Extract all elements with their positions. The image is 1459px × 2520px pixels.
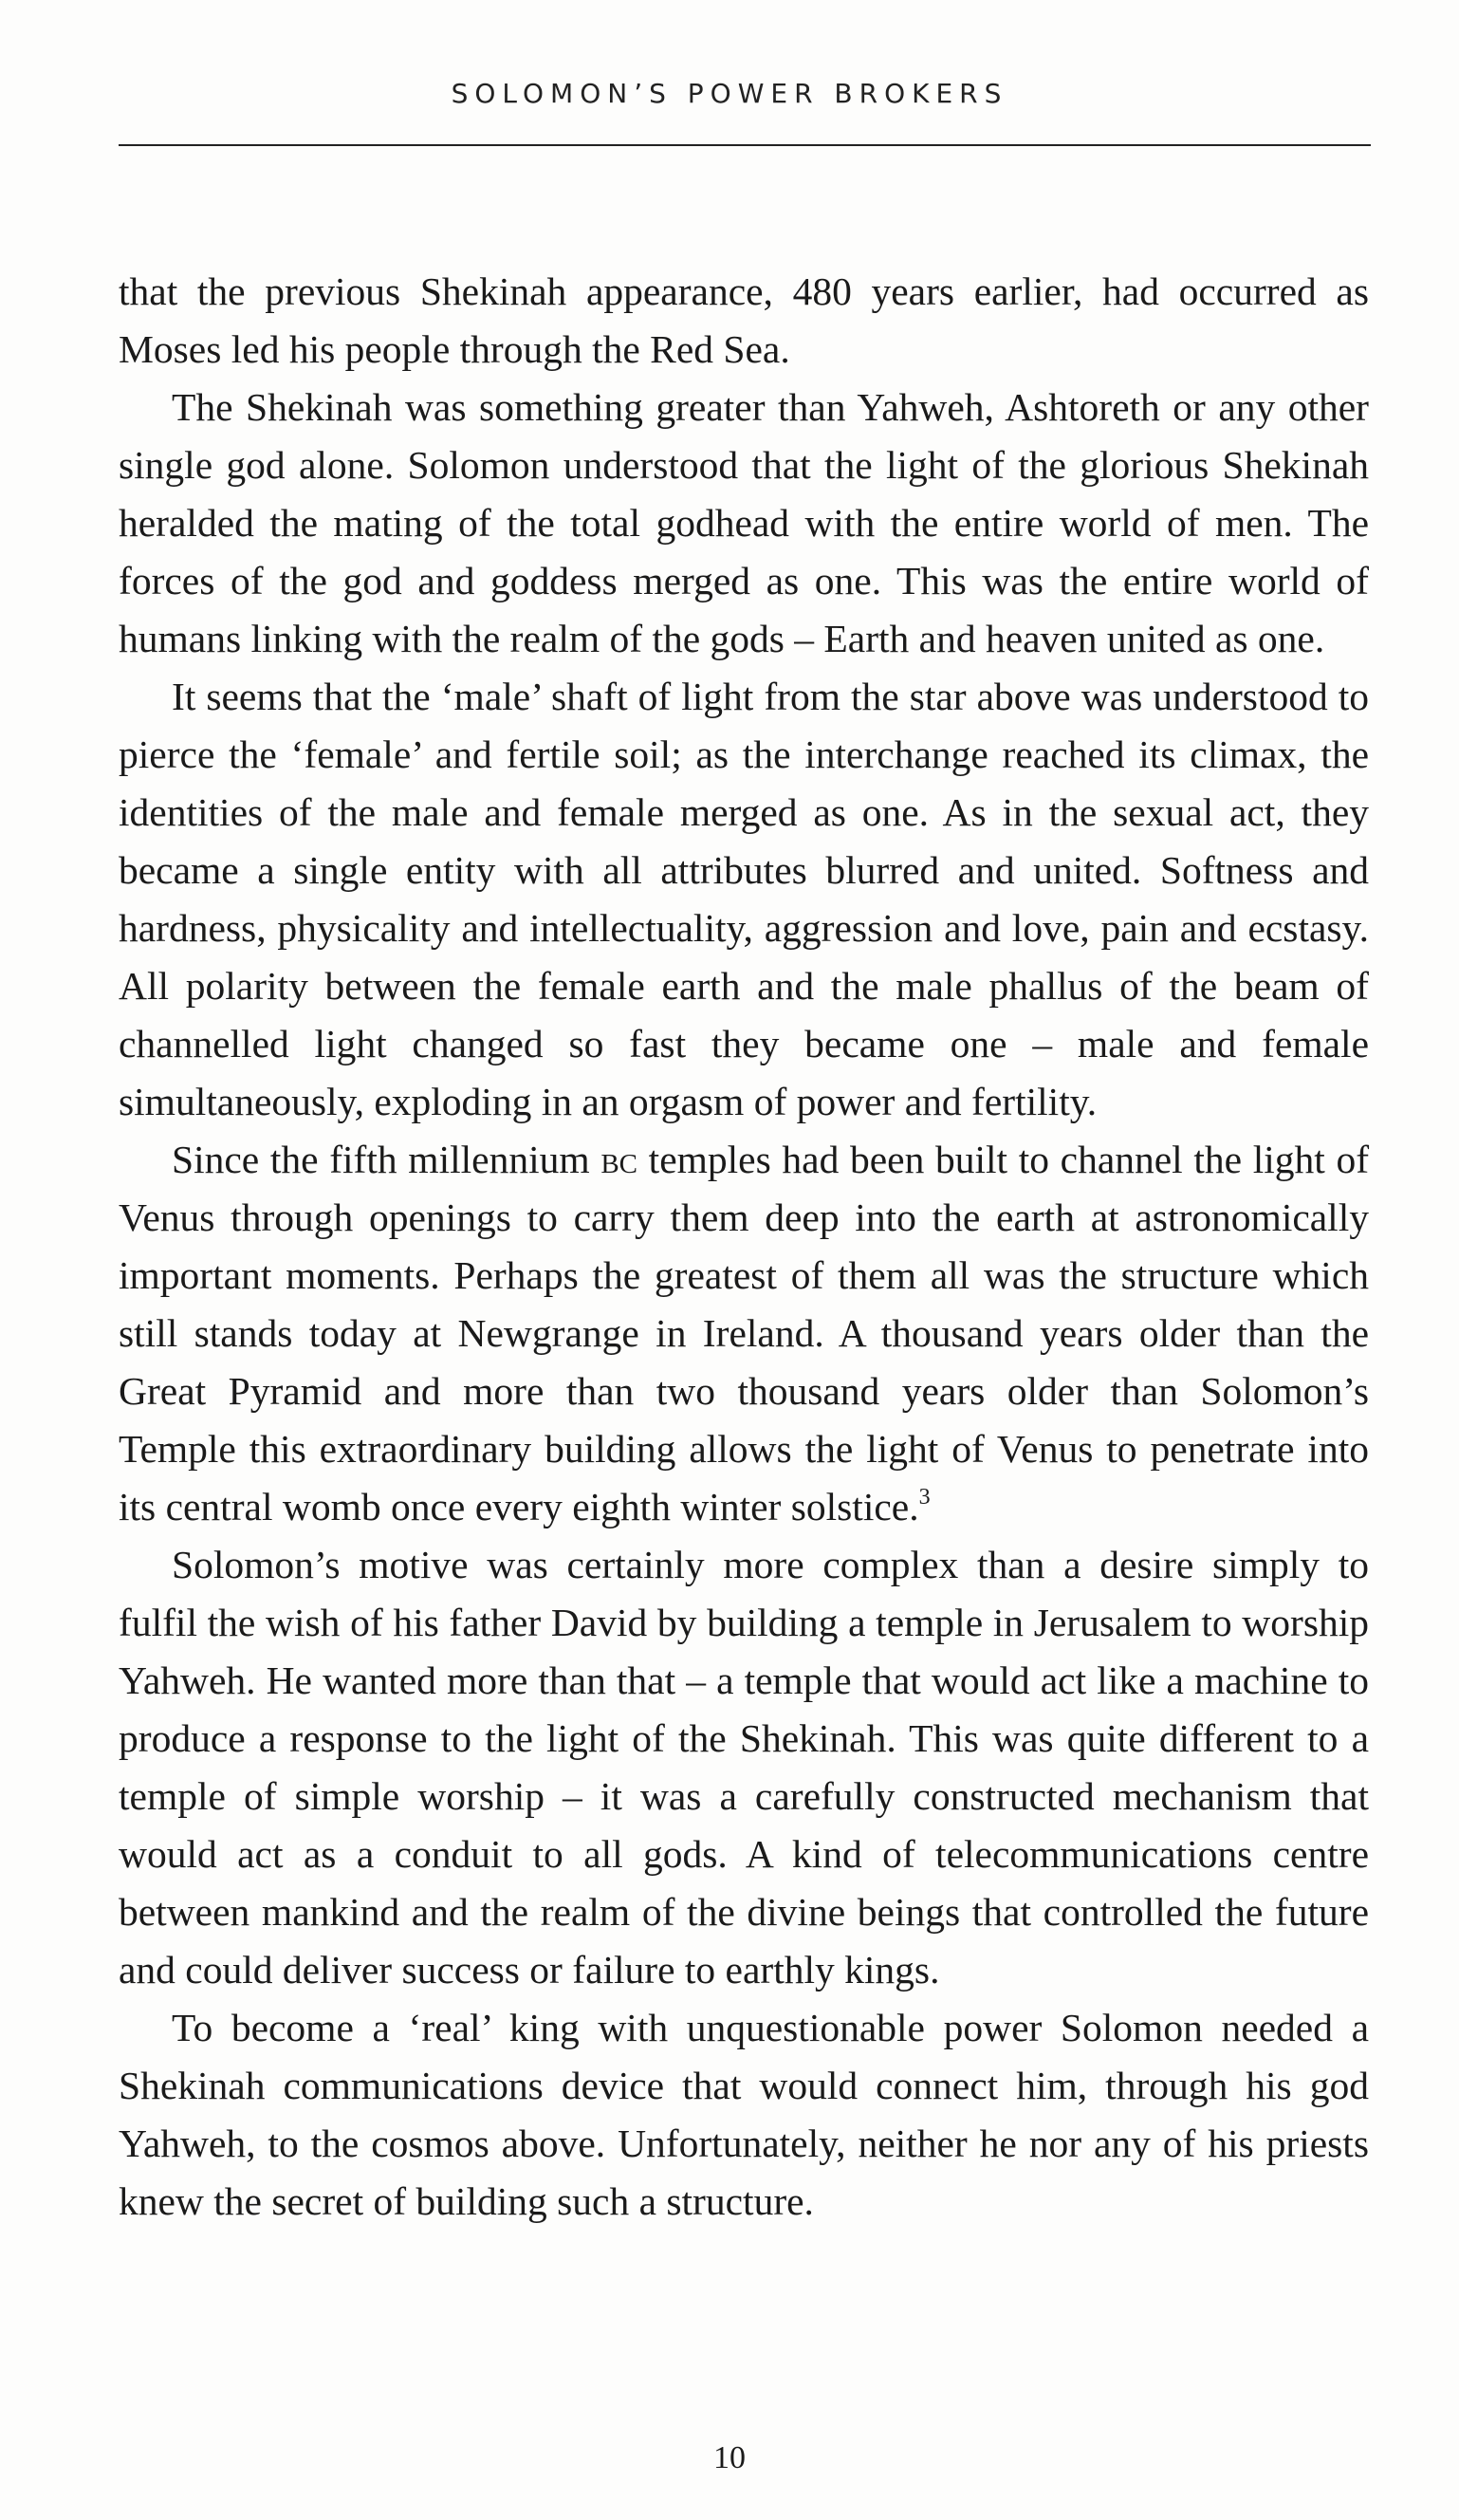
paragraph-text: Solomon’s motive was certainly more complex than a desire simply to fulfil the wish of his father David by building a temple in Jerusalem to worship Yahweh. He wanted more than that – a temple that would act like a machine to produce a response to the light of the Shekinah. This was quite different to a temple of simple worship – it was a carefully constructed mechanism that would act as a conduit to all gods. A kind of telecommunications centre between mankind and the realm of the divine beings that controlled the future and could deliver success or failure to earthly kings.: [119, 1543, 1369, 1992]
page-number: 10: [713, 2440, 746, 2475]
body-text: [119, 263, 1369, 2231]
paragraph: [119, 1999, 1369, 2231]
paragraph: [119, 1536, 1369, 1999]
paragraph-text: To become a ‘real’ king with unquestionable power Solomon needed a Shekinah communications device that would connect him, through his god Yahweh, to the cosmos above. Unfortunately, neither he nor any of his priests knew the secret of building such a structure.: [119, 2006, 1369, 2223]
paragraph-text: The Shekinah was something greater than Yahweh, Ashtoreth or any other single god alone. Solomon understood that the light of the glorious Shekinah heralded the mating of the total godhead with the entire world of men. The forces of the god and goddess merged as one. This was the entire world of humans linking with the realm of the gods – Earth and heaven united as one.: [119, 385, 1369, 660]
paragraph-text: that the previous Shekinah appearance, 480 years earlier, had occurred as Moses led his people through the Red Sea.: [119, 269, 1369, 371]
paragraph: [119, 263, 1369, 379]
paragraph-text: It seems that the ‘male’ shaft of light from the star above was understood to pierce the ‘female’ and fertile soil; as the interchange reached its climax, the identities of the male and female merged as one. As in the sexual act, they became a single entity with all attributes blurred and united. Softness and hardness, physicality and intellectuality, aggression and love, pain and ecstasy. All polarity between the female earth and the male phallus of the beam of channelled light changed so fast they became one – male and female simultaneously, exploding in an orgasm of power and fertility.: [119, 675, 1369, 1123]
running-head: SOLOMON’S POWER BROKERS: [451, 78, 1008, 109]
paragraph: [119, 379, 1369, 668]
header-rule: [119, 144, 1371, 146]
paragraph-text: Since the fifth millennium: [172, 1138, 601, 1181]
paragraph: [119, 668, 1369, 1131]
footnote-reference[interactable]: 3: [918, 1485, 931, 1510]
paragraph: [119, 1131, 1369, 1536]
paragraph-text: temples had been built to channel the light of Venus through openings to carry them deep into the earth at astronomically important moments. Perhaps the greatest of them all was the structure which still stands today at Newgrange in Ireland. A thousand years older than the Great Pyramid and more than two thousand years older than Solomon’s Temple this extraordinary building allows the light of Venus to penetrate into its central womb once every eighth winter solstice.: [119, 1138, 1370, 1529]
era-abbreviation: bc: [600, 1138, 638, 1181]
